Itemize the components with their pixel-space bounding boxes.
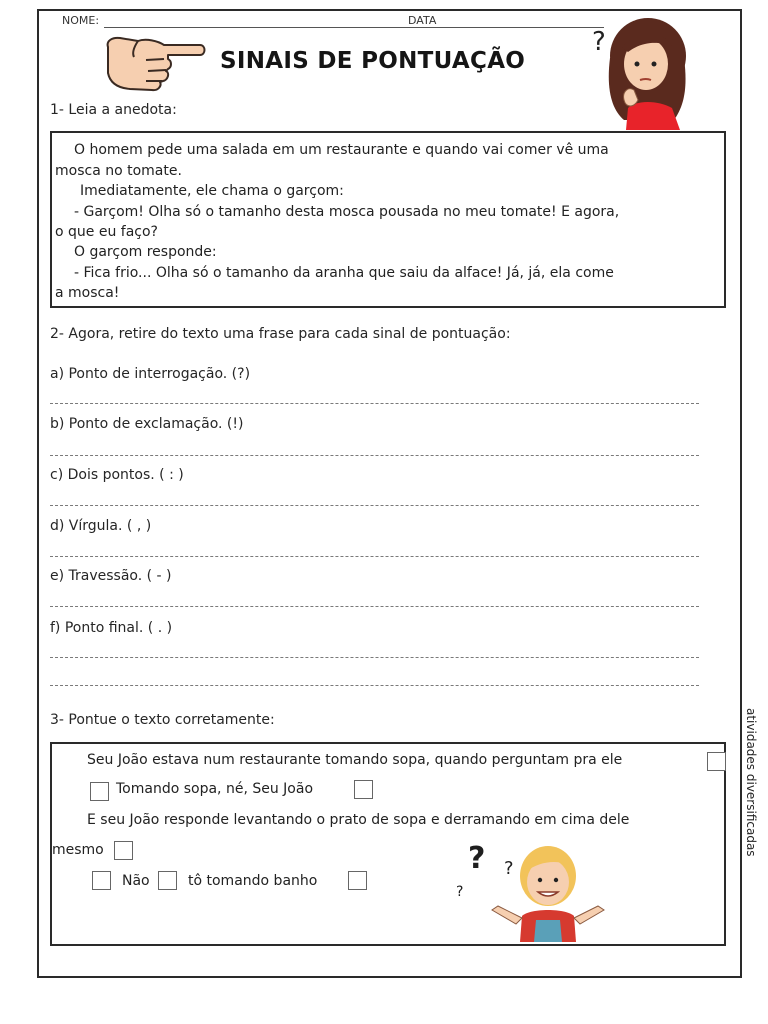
section2-heading: 2- Agora, retire do texto uma frase para cada sinal de pontuação: xyxy=(50,326,511,342)
punctuation-box[interactable] xyxy=(114,841,133,860)
punctuate-word-nao: Não xyxy=(122,873,150,889)
svg-text:?: ? xyxy=(592,27,606,57)
punctuate-line: Seu João estava num restaurante tomando sopa, quando perguntam pra ele xyxy=(87,752,623,768)
pointing-hand-icon xyxy=(102,33,208,95)
answer-line[interactable] xyxy=(50,505,699,506)
answer-line[interactable] xyxy=(50,685,699,686)
thinking-girl-illustration xyxy=(588,12,696,130)
answer-line[interactable] xyxy=(50,455,699,456)
item-period: f) Ponto final. ( . ) xyxy=(50,620,173,636)
answer-line[interactable] xyxy=(50,556,699,557)
section1-heading: 1- Leia a anedota: xyxy=(50,102,177,118)
confused-kid-illustration xyxy=(454,836,612,942)
section3-heading: 3- Pontue o texto corretamente: xyxy=(50,712,275,728)
story-line: mosca no tomate. xyxy=(55,163,182,179)
punctuation-box[interactable] xyxy=(354,780,373,799)
punctuation-box[interactable] xyxy=(707,752,726,771)
date-label: DATA xyxy=(408,14,437,27)
item-dash: e) Travessão. ( - ) xyxy=(50,568,172,584)
punctuate-line: tô tomando banho xyxy=(188,873,318,889)
answer-line[interactable] xyxy=(50,606,699,607)
punctuate-line: Tomando sopa, né, Seu João xyxy=(116,781,314,797)
svg-text:?: ? xyxy=(468,841,486,876)
story-line: o que eu faço? xyxy=(55,224,158,240)
punctuate-line: mesmo xyxy=(52,842,104,858)
story-line: - Fica frio... Olha só o tamanho da aranha que saiu da alface! Já, já, ela come xyxy=(74,265,614,281)
side-credit-text: atividades diversificadas xyxy=(744,708,758,857)
story-line: O garçom responde: xyxy=(74,244,217,260)
name-label: NOME: xyxy=(62,14,100,27)
page-title: SINAIS DE PONTUAÇÃO xyxy=(220,48,526,74)
story-line: O homem pede uma salada em um restaurante e quando vai comer vê uma xyxy=(74,142,609,158)
item-comma: d) Vírgula. ( , ) xyxy=(50,518,152,534)
story-line: - Garçom! Olha só o tamanho desta mosca pousada no meu tomate! E agora, xyxy=(74,204,620,220)
svg-text:?: ? xyxy=(456,884,464,900)
item-exclamation: b) Ponto de exclamação. (!) xyxy=(50,416,244,432)
name-line xyxy=(104,27,584,28)
punctuation-box[interactable] xyxy=(158,871,177,890)
punctuation-box[interactable] xyxy=(348,871,367,890)
answer-line[interactable] xyxy=(50,657,699,658)
story-box xyxy=(50,131,726,308)
item-colon: c) Dois pontos. ( : ) xyxy=(50,467,184,483)
svg-text:?: ? xyxy=(504,858,514,879)
punctuation-box[interactable] xyxy=(92,871,111,890)
story-line: a mosca! xyxy=(55,285,120,301)
punctuation-box[interactable] xyxy=(90,782,109,801)
answer-line[interactable] xyxy=(50,403,699,404)
punctuate-line: E seu João responde levantando o prato de sopa e derramando em cima dele xyxy=(87,812,630,828)
punctuate-box xyxy=(50,742,726,946)
story-line: Imediatamente, ele chama o garçom: xyxy=(80,183,344,199)
item-interrogation: a) Ponto de interrogação. (?) xyxy=(50,366,251,382)
